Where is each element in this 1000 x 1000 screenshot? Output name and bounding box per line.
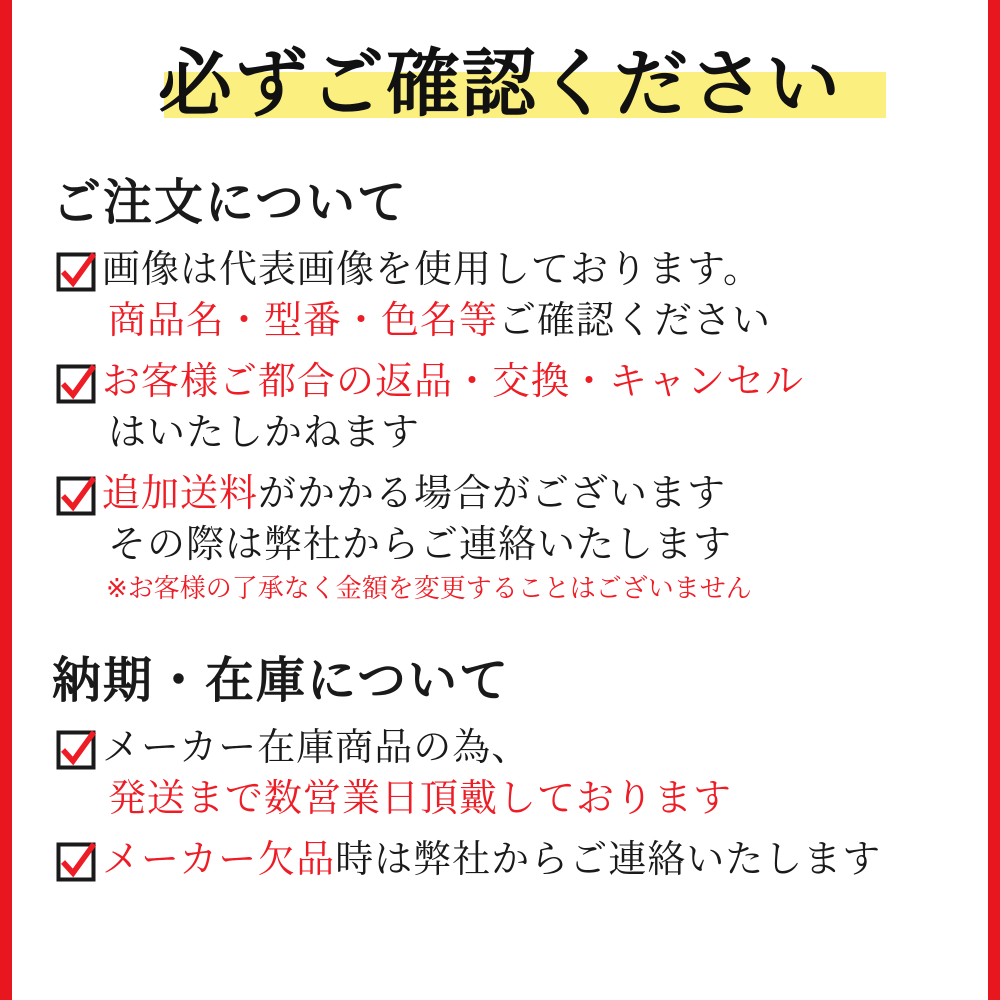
list-item-line: メーカー在庫商品の為、: [102, 725, 531, 769]
list-item-line: お客様ご都合の返品・交換・キャンセル: [102, 359, 805, 403]
list-item-line-black: ご確認ください: [498, 298, 772, 342]
list-item-line-red: メーカー欠品: [102, 837, 336, 881]
list-item-note: ※お客様の了承なく金額を変更することはございません: [106, 574, 752, 604]
list-item-lines: [102, 722, 966, 824]
right-red-edge-bar: [988, 0, 1000, 1000]
list-item: [56, 356, 966, 458]
checkbox-checked-icon: [56, 842, 96, 882]
list-item-lines: [102, 244, 966, 346]
notice-document: [12, 0, 988, 1000]
list-item-lines: [102, 834, 966, 885]
list-item-line: その際は弊社からご連絡いたします: [108, 522, 733, 566]
list-item-line-black: 時は弊社からご連絡いたします: [335, 837, 882, 881]
list-item-line-red: 商品名・型番・色名等: [108, 298, 499, 342]
list-item: [56, 468, 966, 608]
list-item-lines: [102, 356, 966, 458]
section-heading-delivery: 納期・在庫について: [52, 652, 511, 709]
list-item-line: [102, 834, 966, 885]
list-item-line: はいたしかねます: [108, 410, 421, 454]
list-item-line-black: がかかる場合がございます: [258, 471, 727, 515]
left-red-edge-bar: [0, 0, 12, 1000]
checkbox-checked-icon: [56, 252, 96, 292]
list-item: [56, 834, 966, 885]
list-item-lines: [102, 468, 966, 608]
list-item: [56, 244, 966, 346]
list-item-line: [102, 295, 966, 346]
page-title: 必ずご確認ください: [158, 41, 842, 127]
checkbox-checked-icon: [56, 730, 96, 770]
list-item-line: 画像は代表画像を使用しております。: [102, 247, 762, 291]
list-item-line: 発送まで数営業日頂戴しております: [108, 776, 733, 820]
checkbox-checked-icon: [56, 364, 96, 404]
list-item-line-red: 追加送料: [102, 471, 259, 515]
list-item-line: [102, 468, 966, 519]
page-title-block: [34, 34, 966, 138]
checkbox-checked-icon: [56, 476, 96, 516]
section-heading-order: ご注文について: [52, 174, 409, 231]
list-item: [56, 722, 966, 824]
